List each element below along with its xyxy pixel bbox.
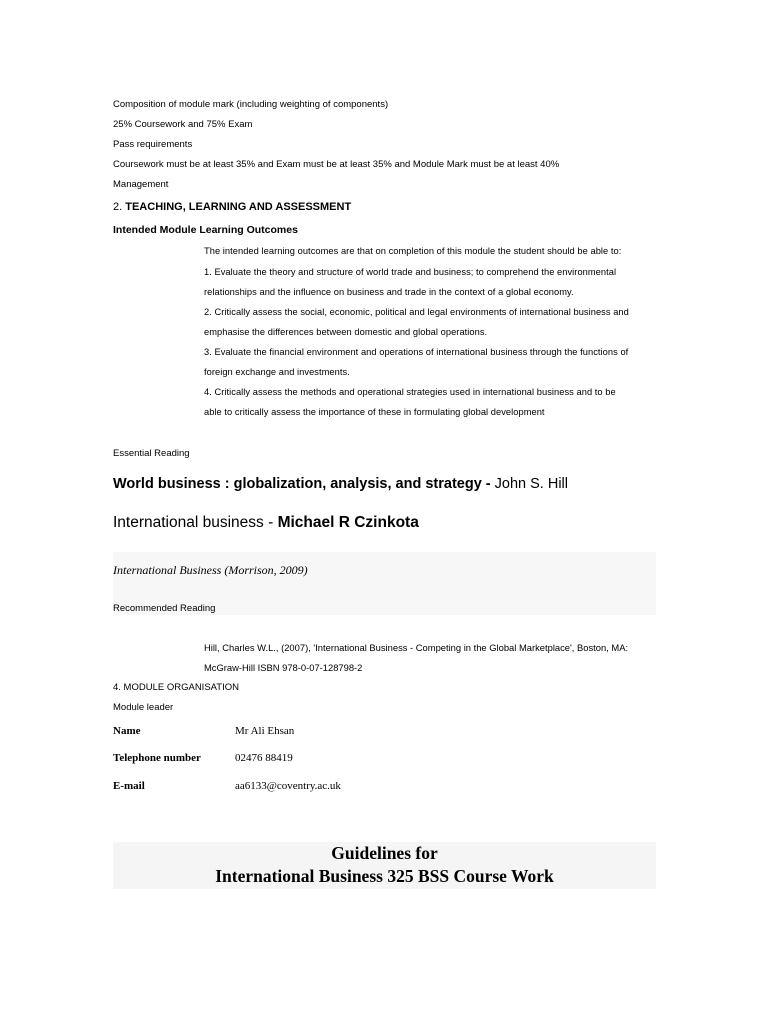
book-author: Michael R Czinkota [273,514,419,531]
book-entry [113,476,568,492]
recommended-reading-line: Hill, Charles W.L., (2007), 'International Business - Competing in the Global Marketplace', Boston, MA: [204,642,629,653]
management-text: Management [113,179,169,190]
outcome-line: 4. Critically assess the methods and operational strategies used in international business and to be [204,387,616,397]
section-2-number: 2. [113,201,123,213]
outcome-line: 2. Critically assess the social, economic, political and legal environments of international business and [204,307,629,317]
learning-outcomes-heading: Intended Module Learning Outcomes [113,224,298,236]
book-entry [113,514,419,532]
outcome-line: relationships and the influence on business and trade in the context of a global economy. [204,287,574,297]
book-entry-italic: International Business (Morrison, 2009) [113,563,308,577]
outcome-line: emphasise the differences between domestic and global operations. [204,327,488,337]
pass-requirements-value: Coursework must be at least 35% and Exam must be at least 35% and Module Mark must be at least 40% [113,159,560,170]
book-author: John S. Hill [490,476,568,492]
book-title: World business : globalization, analysis, and strategy - [113,476,491,492]
telephone-label: Telephone number [113,752,201,764]
name-value: Mr Ali Ehsan [235,725,295,737]
section-4-heading: 4. MODULE ORGANISATION [113,682,239,693]
telephone-value: 02476 88419 [235,752,293,764]
pass-requirements-label: Pass requirements [113,139,193,150]
book-title: International business - [113,514,274,531]
essential-reading-label: Essential Reading [113,448,190,459]
learning-outcomes-intro: The intended learning outcomes are that on completion of this module the student should be able to: [204,246,622,256]
guidelines-title-line2: International Business 325 BSS Course Work [215,866,554,886]
guidelines-title-line1: Guidelines for [331,843,438,863]
outcome-line: 1. Evaluate the theory and structure of world trade and business; to comprehend the environmental [204,267,617,277]
email-label: E-mail [113,780,145,792]
outcome-line: 3. Evaluate the financial environment and operations of international business through the functions of [204,347,629,357]
section-2-heading [113,201,351,213]
composition-value: 25% Coursework and 75% Exam [113,119,253,130]
section-2-title: TEACHING, LEARNING AND ASSESSMENT [125,201,352,213]
recommended-reading-line: McGraw-Hill ISBN 978-0-07-128798-2 [204,662,363,673]
guidelines-heading-box [113,842,656,889]
email-value: aa6133@coventry.ac.uk [235,780,341,792]
recommended-reading-label: Recommended Reading [113,603,216,614]
outcome-line: able to critically assess the importance of these in formulating global development [204,407,545,417]
outcome-line: foreign exchange and investments. [204,367,350,377]
module-leader-label: Module leader [113,702,174,713]
composition-label: Composition of module mark (including weighting of components) [113,99,389,110]
name-label: Name [113,725,141,737]
